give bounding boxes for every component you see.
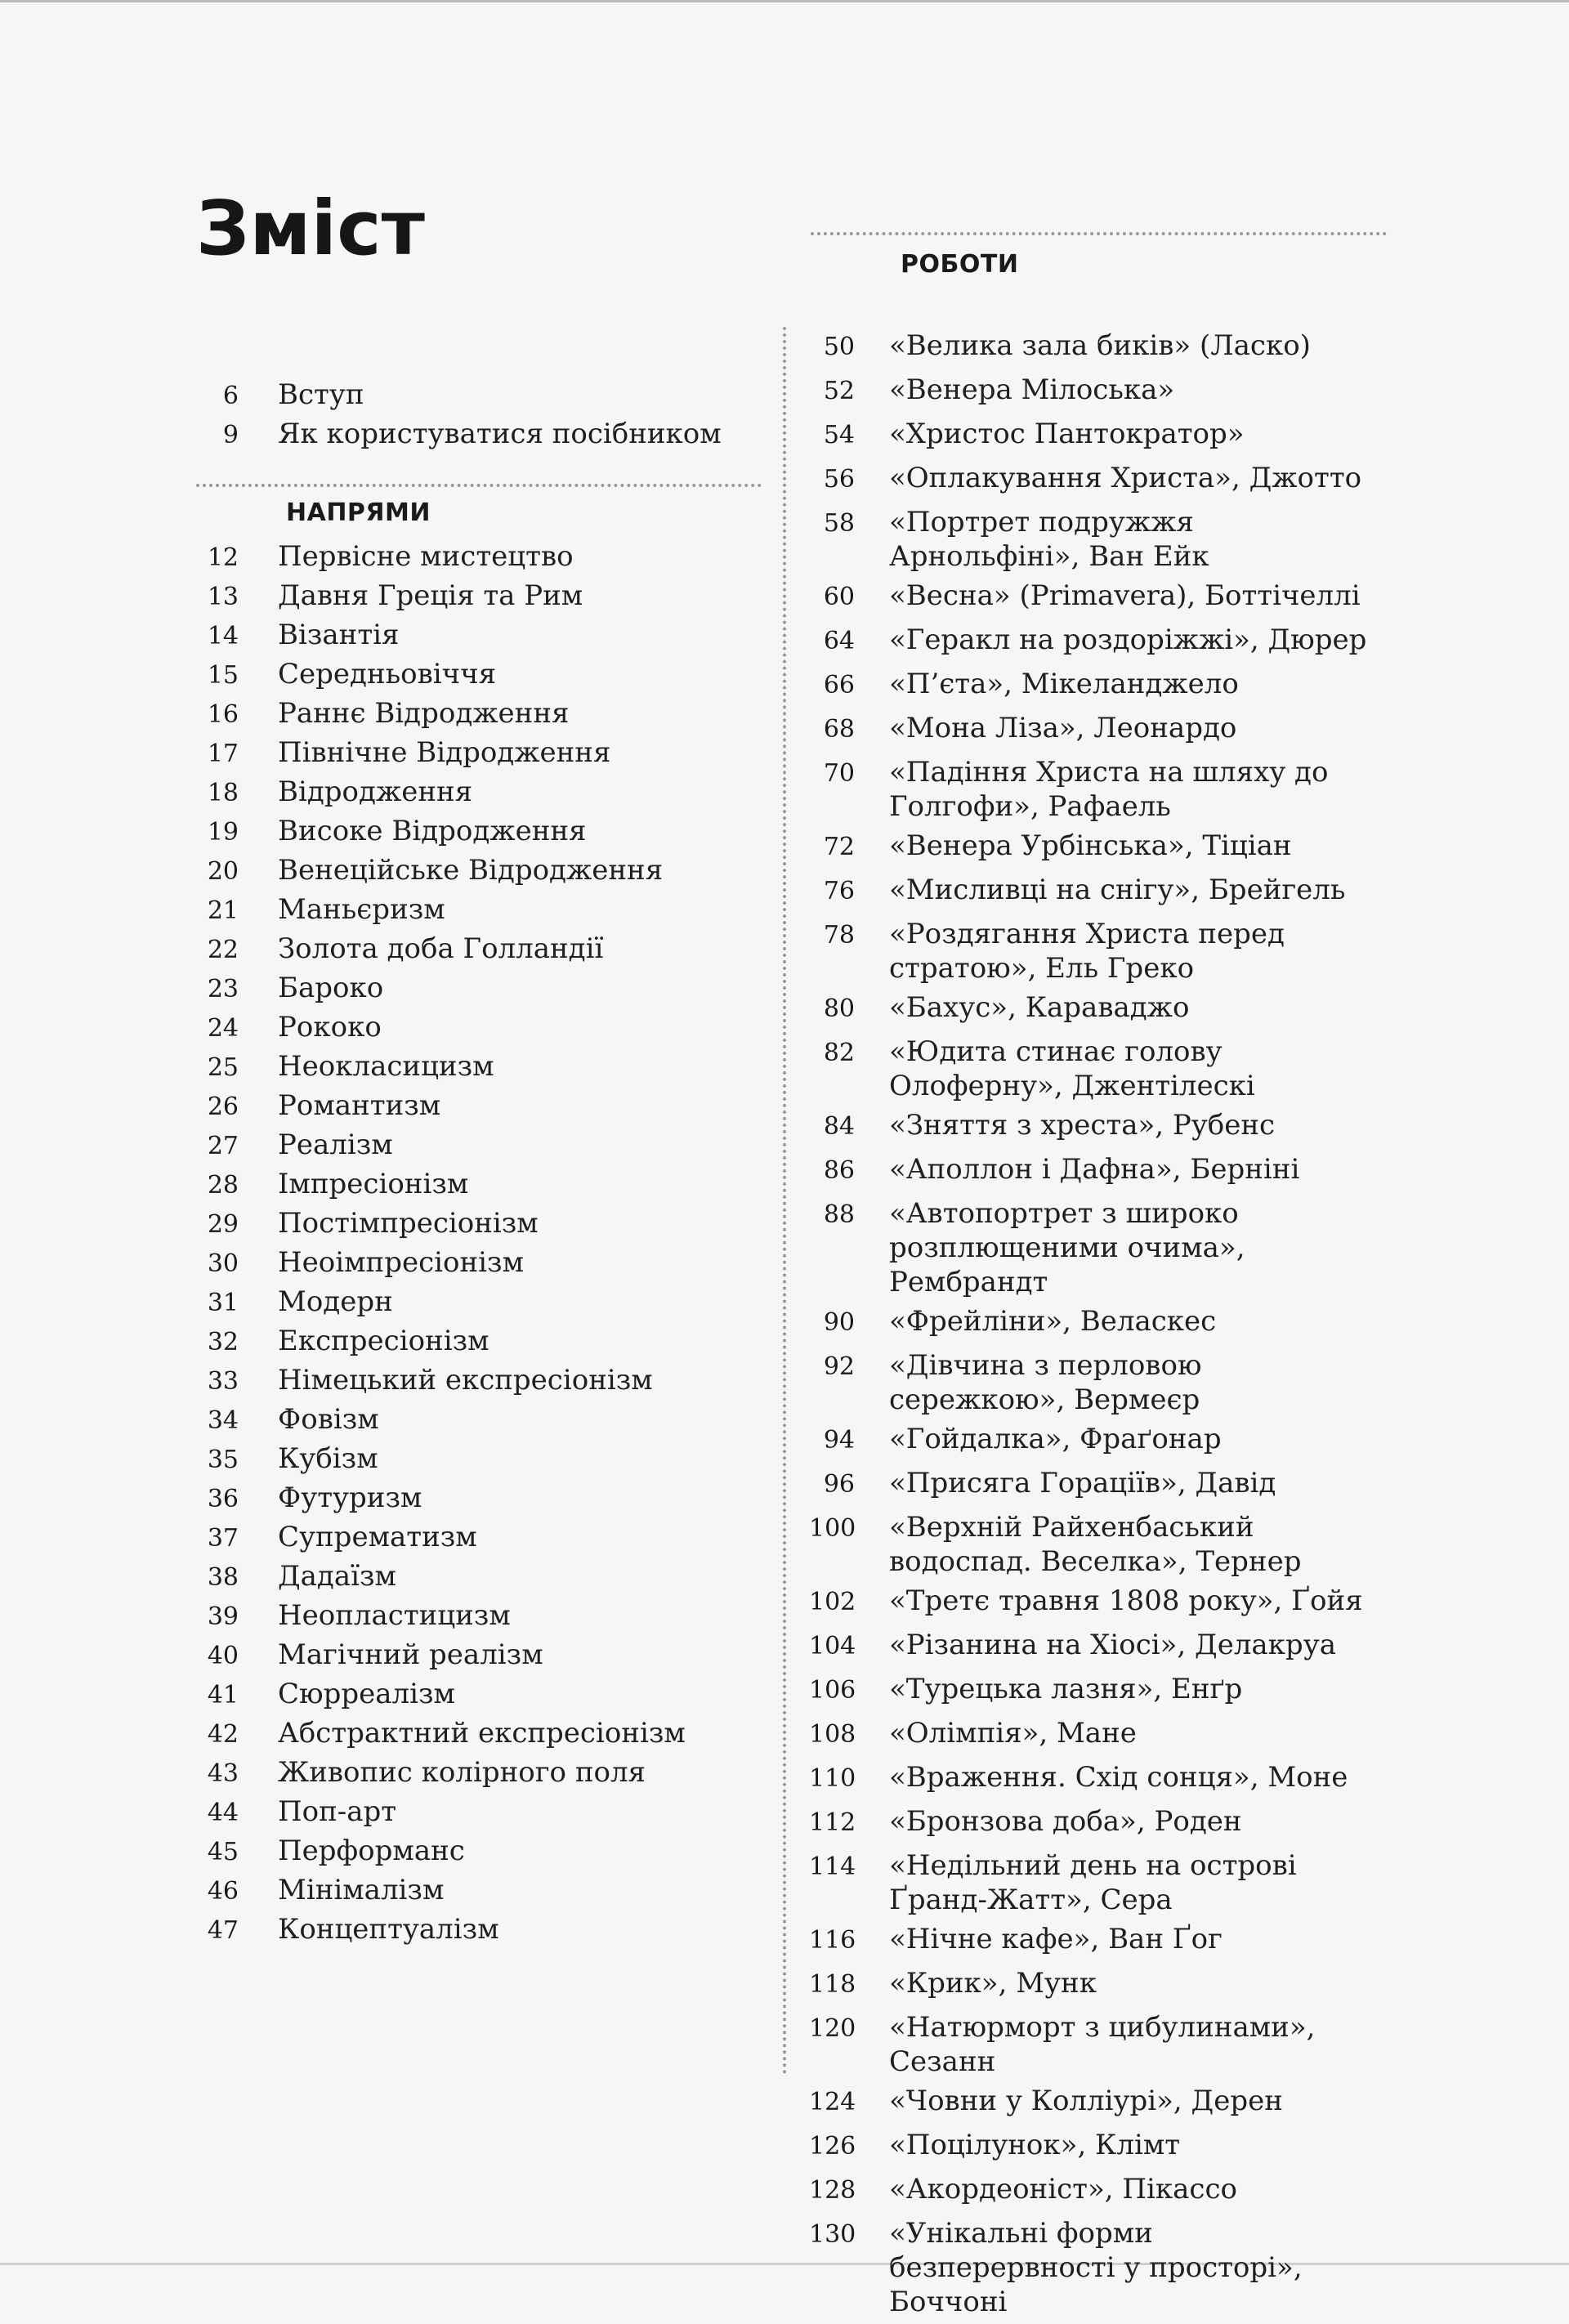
column-divider — [783, 327, 786, 2076]
page-number: 26 — [207, 1093, 239, 1121]
works-list — [809, 328, 1397, 2324]
page-number: 126 — [809, 2132, 856, 2161]
entry-title: Концептуалізм — [278, 1913, 499, 1946]
entry-title: Венеційське Відродження — [278, 854, 664, 887]
entry-title: Вступ — [278, 378, 364, 411]
entry-title: «Юдита стинає голову Олоферну», Джентілескі — [889, 1035, 1255, 1102]
page-number: 76 — [823, 877, 855, 905]
toc-entry[interactable] — [809, 1804, 1397, 1844]
page-number: 46 — [207, 1877, 239, 1906]
toc-entry[interactable] — [809, 1152, 1397, 1191]
entry-title: Футуризм — [278, 1482, 422, 1514]
toc-entry[interactable] — [188, 1206, 760, 1245]
entry-title: «Враження. Схід сонця», Моне — [889, 1761, 1348, 1794]
entry-title: «Венера Мілоська» — [889, 373, 1175, 406]
toc-entry[interactable] — [809, 1196, 1397, 1299]
entry-title: «Венера Урбінська», Тіціан — [889, 829, 1292, 862]
toc-entry[interactable] — [188, 932, 760, 971]
page-number: 23 — [207, 975, 239, 1003]
toc-entry[interactable] — [188, 775, 760, 814]
toc-entry[interactable] — [809, 1760, 1397, 1799]
toc-entry[interactable] — [809, 711, 1397, 750]
toc-entry[interactable] — [809, 1672, 1397, 1711]
entry-title: Магічний реалізм — [278, 1638, 543, 1671]
toc-entry[interactable] — [188, 1520, 760, 1559]
page-number: 20 — [207, 857, 239, 886]
entry-title: Модерн — [278, 1285, 393, 1318]
page-number: 40 — [207, 1642, 239, 1670]
toc-entry[interactable] — [188, 1363, 760, 1402]
page-number: 86 — [823, 1156, 855, 1185]
entry-title: Поп-арт — [278, 1795, 397, 1828]
trends-divider — [196, 484, 762, 487]
toc-entry[interactable] — [809, 2010, 1397, 2079]
entry-title: «Нічне кафе», Ван Ґог — [889, 1923, 1223, 1955]
entry-title: «Аполлон і Дафна», Берніні — [889, 1153, 1300, 1186]
toc-entry[interactable] — [809, 579, 1397, 618]
entry-title: Первісне мистецтво — [278, 540, 574, 573]
page-number: 100 — [809, 1514, 856, 1543]
entry-title: Перформанс — [278, 1835, 465, 1867]
toc-entry[interactable] — [809, 1304, 1397, 1343]
toc-entry[interactable] — [809, 755, 1397, 824]
entry-title: Мінімалізм — [278, 1874, 445, 1906]
page-number: 34 — [207, 1406, 239, 1435]
entry-title: «Турецька лазня», Енґр — [889, 1673, 1243, 1705]
page-number: 114 — [809, 1852, 856, 1881]
page-number: 27 — [207, 1132, 239, 1160]
page-number: 106 — [809, 1676, 856, 1705]
page-number: 21 — [207, 896, 239, 925]
page-number: 6 — [222, 382, 239, 410]
entry-title: «Олімпія», Мане — [889, 1717, 1137, 1750]
page-number: 15 — [207, 661, 239, 690]
entry-title: «Бронзова доба», Роден — [889, 1805, 1242, 1838]
page-number: 56 — [823, 465, 855, 494]
toc-entry[interactable] — [809, 990, 1397, 1030]
page-number: 29 — [207, 1210, 239, 1239]
toc-entry[interactable] — [188, 1324, 760, 1363]
page-number: 16 — [207, 700, 239, 729]
entry-title: «Портрет подружжя Арнольфіні», Ван Ейк — [889, 506, 1209, 573]
toc-entry[interactable] — [188, 1049, 760, 1088]
entry-title: Супрематизм — [278, 1521, 477, 1553]
entry-title: Неопластицизм — [278, 1599, 511, 1632]
toc-entry[interactable] — [809, 1422, 1397, 1461]
toc-entry[interactable] — [188, 1755, 760, 1794]
page-number: 118 — [809, 1970, 856, 1999]
trends-heading: НАПРЯМИ — [286, 498, 431, 527]
entry-title: «Недільний день на острові Ґранд-Жатт», Сера — [889, 1849, 1297, 1916]
toc-entry[interactable] — [188, 1167, 760, 1206]
entry-title: «Верхній Райхенбаський водоспад. Веселка», Тернер — [889, 1511, 1302, 1578]
page-number: 24 — [207, 1014, 239, 1043]
entry-title: «Велика зала биків» (Ласко) — [889, 329, 1311, 362]
toc-entry[interactable] — [809, 1466, 1397, 1505]
page-number: 39 — [207, 1602, 239, 1631]
toc-entry[interactable] — [809, 461, 1397, 500]
entry-title: Як користуватися посібником — [278, 418, 722, 450]
entry-title: «Оплакування Христа», Джотто — [889, 462, 1362, 494]
page-number: 33 — [207, 1367, 239, 1396]
toc-entry[interactable] — [188, 892, 760, 932]
page-number: 37 — [207, 1524, 239, 1553]
page-number: 102 — [809, 1588, 856, 1616]
toc-entry[interactable] — [809, 505, 1397, 574]
entry-title: Абстрактний експресіонізм — [278, 1717, 686, 1750]
entry-title: «Третє травня 1808 року», Ґойя — [889, 1584, 1363, 1617]
entry-title: Бароко — [278, 972, 384, 1004]
toc-entry[interactable] — [809, 328, 1397, 368]
toc-entry[interactable] — [809, 1848, 1397, 1917]
page-number: 124 — [809, 2088, 856, 2116]
page-number: 72 — [823, 833, 855, 861]
entry-title: «Присяга Горацiїв», Давід — [889, 1467, 1276, 1499]
page-number: 22 — [207, 936, 239, 964]
page-number: 30 — [207, 1249, 239, 1278]
entry-title: Сюрреалізм — [278, 1678, 455, 1710]
entry-title: «Геракл на роздоріжжі», Дюрер — [889, 623, 1367, 656]
page-number: 50 — [823, 333, 855, 361]
page-number: 104 — [809, 1632, 856, 1660]
toc-entry[interactable] — [188, 657, 760, 696]
page-number: 84 — [823, 1112, 855, 1141]
page-number: 70 — [823, 759, 855, 788]
page-number: 47 — [207, 1916, 239, 1945]
toc-entry[interactable] — [809, 1348, 1397, 1417]
entry-title: Середньовіччя — [278, 658, 497, 690]
page-number: 68 — [823, 715, 855, 744]
page-number: 108 — [809, 1720, 856, 1749]
page-number: 42 — [207, 1720, 239, 1749]
entry-title: «Мисливці на снігу», Брейгель — [889, 874, 1346, 906]
page-number: 32 — [207, 1328, 239, 1356]
entry-title: Імпресіонізм — [278, 1168, 469, 1200]
toc-entry[interactable] — [188, 1716, 760, 1755]
toc-entry[interactable] — [809, 2172, 1397, 2211]
entry-title: «Христос Пантократор» — [889, 418, 1245, 450]
page-number: 14 — [207, 622, 239, 650]
page-number: 90 — [823, 1308, 855, 1337]
toc-entry[interactable] — [188, 735, 760, 775]
toc-entry[interactable] — [188, 853, 760, 892]
page-number: 120 — [809, 2014, 856, 2043]
page-number: 43 — [207, 1759, 239, 1788]
entry-title: «Автопортрет з широко розплющеними очима», Рембрандт — [889, 1197, 1245, 1298]
toc-entry[interactable] — [188, 539, 760, 579]
toc-entry[interactable] — [809, 1035, 1397, 1103]
page-number: 60 — [823, 583, 855, 611]
toc-entry[interactable] — [188, 579, 760, 618]
intro-list — [188, 378, 722, 456]
page-number: 13 — [207, 583, 239, 611]
page-number: 28 — [207, 1171, 239, 1200]
toc-entry[interactable] — [809, 917, 1397, 985]
page-number: 44 — [207, 1799, 239, 1827]
page-number: 9 — [222, 421, 239, 449]
page-number: 18 — [207, 779, 239, 807]
entry-title: Північне Відродження — [278, 736, 611, 769]
page-number: 82 — [823, 1039, 855, 1067]
toc-entry[interactable] — [188, 1794, 760, 1834]
page-number: 80 — [823, 994, 855, 1023]
toc-entry[interactable] — [188, 1010, 760, 1049]
toc-entry[interactable] — [809, 1966, 1397, 2005]
toc-entry[interactable] — [188, 1285, 760, 1324]
entry-title: Експресіонізм — [278, 1325, 489, 1357]
toc-entry[interactable] — [809, 1584, 1397, 1623]
page-number: 88 — [823, 1200, 855, 1229]
entry-title: «Дівчина з перловою сережкою», Вермеєр — [889, 1349, 1202, 1416]
entry-title: «Крик», Мунк — [889, 1967, 1097, 2000]
toc-entry[interactable] — [809, 417, 1397, 456]
page-number: 58 — [823, 509, 855, 538]
toc-entry[interactable] — [809, 1510, 1397, 1579]
toc-entry[interactable] — [809, 373, 1397, 412]
page-number: 94 — [823, 1426, 855, 1455]
entry-title: «Мона Ліза», Леонардо — [889, 712, 1237, 744]
page-number: 92 — [823, 1352, 855, 1381]
entry-title: Реалізм — [278, 1128, 393, 1161]
page-number: 38 — [207, 1563, 239, 1592]
entry-title: Золота доба Голландії — [278, 932, 604, 965]
toc-entry[interactable] — [809, 1716, 1397, 1755]
toc-entry[interactable] — [188, 1873, 760, 1912]
page-number: 66 — [823, 671, 855, 699]
entry-title: «Поцілунок», Клімт — [889, 2129, 1181, 2161]
toc-entry[interactable] — [188, 971, 760, 1010]
toc-entry[interactable] — [188, 1598, 760, 1638]
entry-title: Живопис колірного поля — [278, 1756, 646, 1789]
toc-entry[interactable] — [188, 1638, 760, 1677]
entry-title: «Роздягання Христа перед стратою», Ель Греко — [889, 918, 1285, 985]
works-heading: РОБОТИ — [901, 250, 1019, 279]
page-number: 31 — [207, 1289, 239, 1317]
toc-entry[interactable] — [188, 1402, 760, 1441]
entry-title: Дадаїзм — [278, 1560, 396, 1593]
toc-entry[interactable] — [188, 696, 760, 735]
page-number: 36 — [207, 1485, 239, 1513]
entry-title: Раннє Відродження — [278, 697, 570, 730]
entry-title: «Падіння Христа на шляху до Голгофи», Рафаель — [889, 756, 1329, 823]
page-number: 64 — [823, 627, 855, 655]
page-number: 45 — [207, 1838, 239, 1866]
entry-title: «Акордеоніст», Пікассо — [889, 2173, 1237, 2206]
entry-title: «Різанина на Хіосі», Делакруа — [889, 1629, 1336, 1661]
page-number: 52 — [823, 377, 855, 405]
page-title: Зміст — [196, 185, 425, 272]
entry-title: Романтизм — [278, 1089, 441, 1122]
entry-title: Німецький експресіонізм — [278, 1364, 653, 1397]
page-number: 96 — [823, 1470, 855, 1499]
entry-title: Рококо — [278, 1011, 382, 1044]
toc-entry[interactable] — [809, 1628, 1397, 1667]
entry-title: Кубізм — [278, 1442, 378, 1475]
entry-title: «Човни у Колліурі», Дерен — [889, 2085, 1283, 2117]
trends-list — [188, 539, 760, 1951]
toc-entry[interactable] — [188, 814, 760, 853]
entry-title: «Унікальні форми безперервності у просторі», Боччоні — [889, 2217, 1303, 2318]
toc-entry[interactable] — [188, 417, 722, 456]
page-number: 128 — [809, 2176, 856, 2205]
toc-entry[interactable] — [188, 1441, 760, 1481]
entry-title: Давня Греція та Рим — [278, 579, 583, 612]
entry-title: «Фрейліни», Веласкес — [889, 1305, 1217, 1338]
entry-title: «Весна» (Primavera), Боттічеллі — [889, 579, 1361, 612]
entry-title: «Бахус», Караваджо — [889, 991, 1190, 1024]
toc-entry[interactable] — [809, 1108, 1397, 1147]
entry-title: Відродження — [278, 775, 473, 808]
page-number: 116 — [809, 1926, 856, 1955]
toc-entry[interactable] — [809, 1922, 1397, 1961]
page-number: 54 — [823, 421, 855, 449]
page-number: 25 — [207, 1053, 239, 1082]
page-number: 78 — [823, 921, 855, 950]
entry-title: «Зняття з хреста», Рубенс — [889, 1109, 1276, 1142]
toc-entry[interactable] — [809, 667, 1397, 706]
page-number: 35 — [207, 1446, 239, 1474]
toc-entry[interactable] — [809, 623, 1397, 662]
entry-title: «Гойдалка», Фраґонар — [889, 1423, 1222, 1455]
page-number: 110 — [809, 1764, 856, 1793]
entry-title: Фовізм — [278, 1403, 379, 1436]
entry-title: Постімпресіонізм — [278, 1207, 539, 1240]
toc-entry[interactable] — [188, 1088, 760, 1128]
page-number: 41 — [207, 1681, 239, 1709]
entry-title: «П’єта», Мікеланджело — [889, 668, 1239, 700]
toc-entry[interactable] — [188, 618, 760, 657]
toc-entry[interactable] — [809, 873, 1397, 912]
toc-entry[interactable] — [188, 1677, 760, 1716]
entry-title: «Натюрморт з цибулинами», Сезанн — [889, 2011, 1316, 2078]
toc-entry[interactable] — [809, 2216, 1397, 2319]
entry-title: Візантія — [278, 619, 400, 651]
page-number: 12 — [207, 543, 239, 572]
toc-entry[interactable] — [809, 2084, 1397, 2123]
toc-entry[interactable] — [188, 1912, 760, 1951]
entry-title: Неоімпресіонізм — [278, 1246, 525, 1279]
toc-entry[interactable] — [188, 1245, 760, 1285]
toc-entry[interactable] — [188, 1559, 760, 1598]
works-divider — [811, 232, 1387, 235]
page-number: 112 — [809, 1808, 856, 1837]
toc-entry[interactable] — [809, 2128, 1397, 2167]
toc-entry[interactable] — [188, 1128, 760, 1167]
toc-entry[interactable] — [809, 829, 1397, 868]
page-number: 19 — [207, 818, 239, 847]
entry-title: Неокласицизм — [278, 1050, 494, 1083]
entry-title: Маньєризм — [278, 893, 445, 926]
toc-entry[interactable] — [188, 378, 722, 417]
toc-entry[interactable] — [188, 1481, 760, 1520]
page-number: 17 — [207, 740, 239, 768]
page-number: 130 — [809, 2220, 856, 2249]
toc-entry[interactable] — [188, 1834, 760, 1873]
entry-title: Високе Відродження — [278, 815, 587, 847]
